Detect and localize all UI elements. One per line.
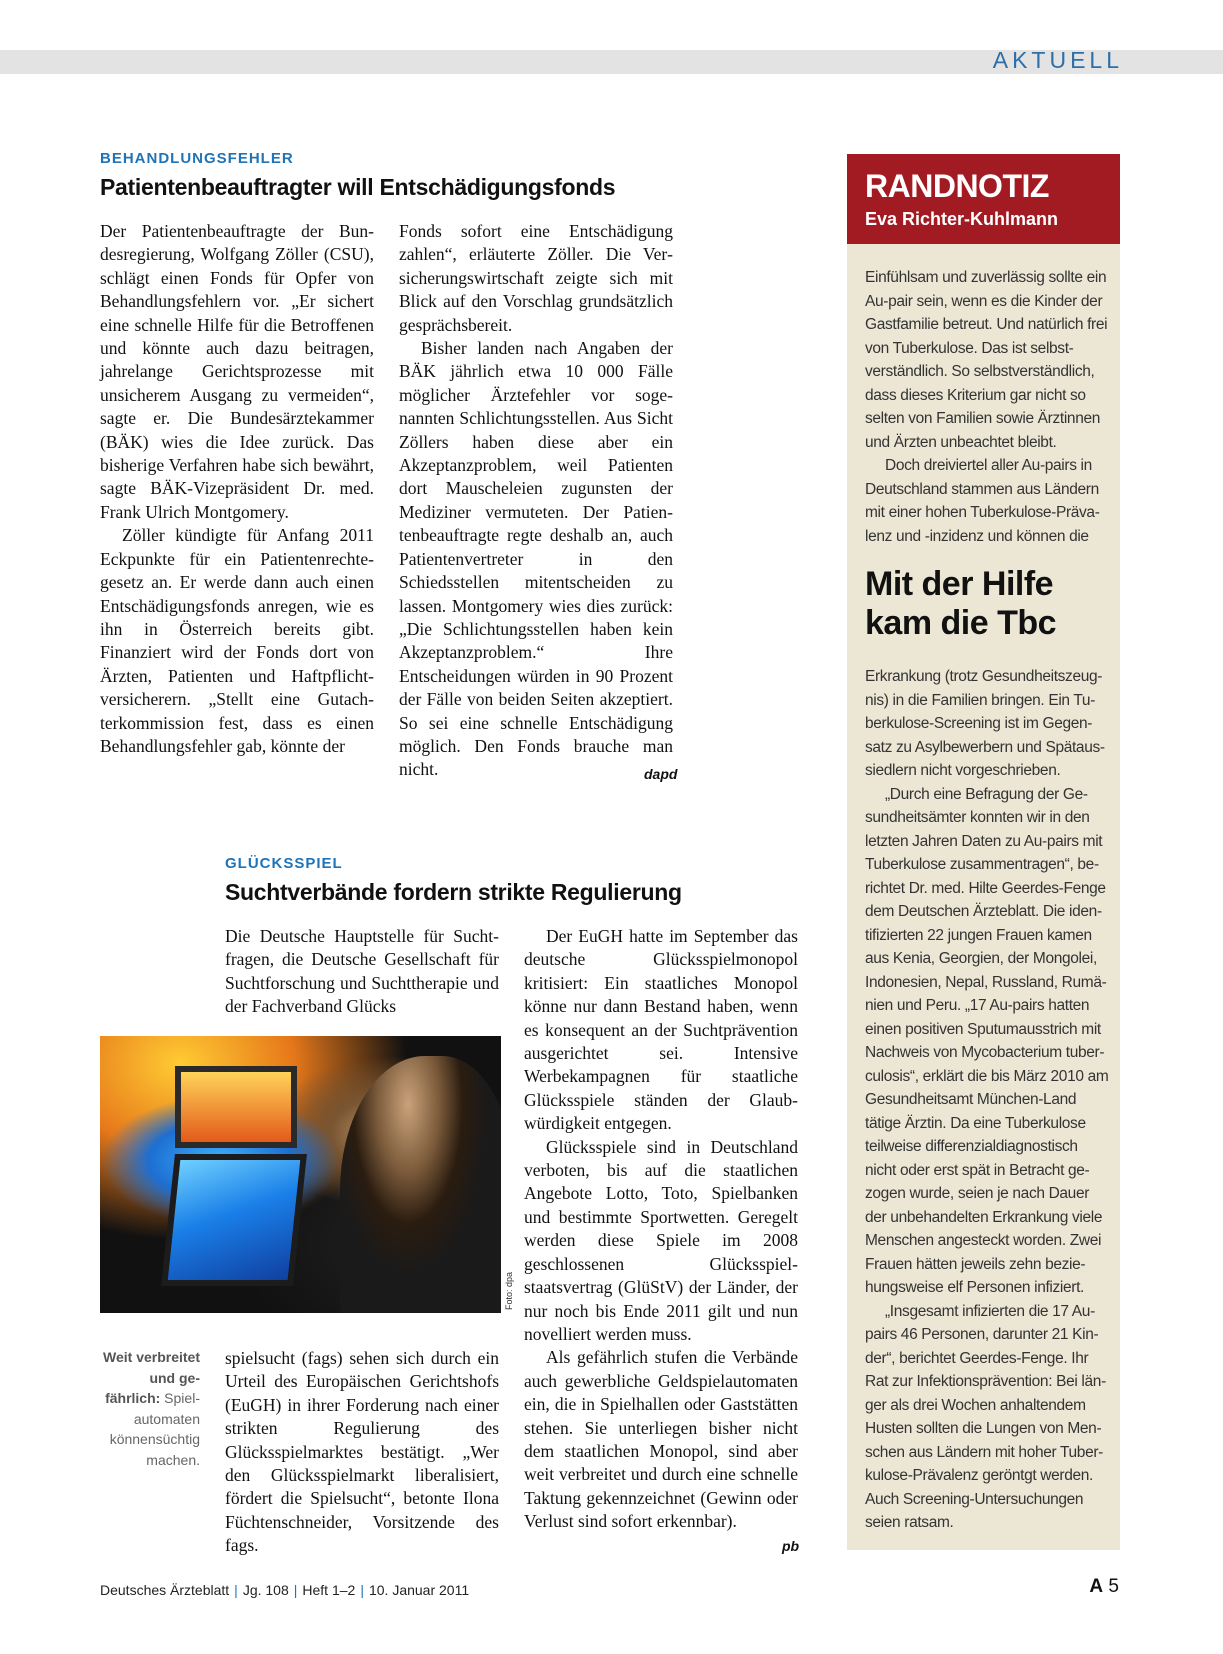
paragraph: Der EuGH hatte im September das deutsche Glücksspielmonopol kritisiert: Ein staatliches Monopol könne nur dann Bestand haben, wenn es konsequent an der Suchtprävention ausgerichtet sei. Intensive Werbekampagnen für staatliche Glücksspiele ständen der Glaubwürdigkeit entgegen. xyxy=(524,926,798,1134)
photo-person xyxy=(340,1056,501,1313)
article1-kicker: BEHANDLUNGSFEHLER xyxy=(100,150,294,167)
caption-text: Spielautomaten könnensüchtig machen. xyxy=(109,1390,200,1468)
article1-column-1 xyxy=(100,220,374,758)
section-label: AKTUELL xyxy=(992,47,1123,73)
paragraph: Der Patientenbeauftragte der Bundesregierung, Wolfgang Zöller (CSU), schlägt einen Fonds für Opfer von Behandlungsfehlern vor. „Er sichert eine schnelle Hilfe für die Betroffenen und könnte auch dazu beitragen, jahrelange Gerichtsprozesse mit unsicherem Ausgang zu vermeiden“, sagte er. Die Bundesärztekammer (BÄK) wies die Idee zurück. Das bisherige Verfahren habe sich bewährt, sagte BÄK-Vizepräsident Dr. med. Frank Ulrich Montgomery. xyxy=(100,221,374,522)
paragraph: Erkrankung (trotz Gesundheitszeugnis) in die Familien bringen. Ein Tuberkulose-Screening ist im Gegensatz zu Asylbewerbern und Spätaussiedlern nicht vorgeschrieben. xyxy=(865,668,1106,779)
article1-signature: dapd xyxy=(644,766,678,782)
footer-date: 10. Januar 2011 xyxy=(368,1582,470,1598)
page-prefix: A xyxy=(1089,1576,1104,1597)
page-number xyxy=(1089,1576,1119,1598)
photo-screen xyxy=(161,1154,307,1286)
slot-machine-photo xyxy=(100,1036,501,1313)
footer-volume: Jg. 108 xyxy=(242,1582,289,1598)
paragraph: Bisher landen nach Angaben der BÄK jährlich etwa 10 000 Fälle möglicher Ärztefehler vor sogenannten Schlichtungsstellen. Aus Sicht Zöllers haben diese aber ein Akzeptanzproblem, weil Patienten dort Mauscheleien zugunsten der Mediziner vermuteten. Der Patientenbeauftragte regte deshalb an, auch Patientenvertreter in den Schiedsstellen mitentscheiden zu lassen. Montgomery wies dies zurück: „Die Schlichtungsstellen haben kein Akzeptanzproblem.“ Ihre Entscheidungen würden in 90 Prozent der Fälle von beiden Seiten akzeptiert. So sei eine schnelle Entschädigung möglich. Den Fonds brauche man nicht. xyxy=(399,338,673,780)
paragraph: Glücksspiele sind in Deutschland verboten, bis auf die staatlichen Angebote Lotto, Toto, Spielbanken und bestimmte Sportwetten. Geregelt werden diese Spiele im 2008 geschlossenen Glücksspielstaatsvertrag (GlüStV) der Länder, der nur noch bis Ende 2011 gilt und nun novelliert werden muss. xyxy=(524,1136,798,1344)
footer-journal: Deutsches Ärzteblatt xyxy=(100,1582,230,1598)
paragraph: Als gefährlich stufen die Verbände auch gewerbliche Geldspielautomaten ein, die in Spielhallen oder Gaststätten stehen. Sie unterliegen bisher nicht dem staatlichen Monopol, sind aber weit verbreitet und durch eine schnelle Taktung gekennzeichnet (Gewinn oder Verlust sind sofort erkennbar). xyxy=(524,1347,798,1532)
article2-signature: pb xyxy=(782,1538,800,1554)
photo-credit: Foto: dpa xyxy=(504,1271,514,1310)
sidebar-headline: Mit der Hilfe kam die Tbc xyxy=(865,565,1057,642)
article2-column-1-top xyxy=(225,925,499,1019)
paragraph: Doch dreiviertel aller Au-pairs in Deutschland stammen aus Ländern mit einer hohen Tuberkulose-Prävalenz und -inzidenz und können die xyxy=(865,457,1100,545)
article2-kicker: GLÜCKSSPIEL xyxy=(225,855,343,872)
paragraph: Einfühlsam und zuverlässig sollte ein Au-pair sein, wenn es die Kinder der Gastfamilie betreut. Und natürlich frei von Tuberkulose. Das ist selbstverständlich. So selbstverständlich, dass dieses Kriterium gar nicht so selten von Familien sowie Ärztinnen und Ärzten unbeachtet bleibt. xyxy=(865,269,1108,451)
photo-caption xyxy=(100,1347,200,1470)
paragraph: Die Deutsche Hauptstelle für Suchtfragen, die Deutsche Gesellschaft für Suchtforschung und Suchttherapie und der Fachverband Glücks xyxy=(225,926,499,1017)
paragraph: spielsucht (fags) sehen sich durch ein Urteil des Europäischen Gerichtshofs (EuGH) in ihrer Forderung nach einer strikten Regulierung des Glücksspielmarktes bestätigt. „Wer den Glücksspielmarkt liberalisiert, fördert die Spielsucht“, betonte Ilona Füchtenschneider, Vorsitzende des fags. xyxy=(225,1348,499,1556)
article1-column-2 xyxy=(399,220,673,782)
paragraph: Zöller kündigte für Anfang 2011 Eckpunkte für ein Patientenrechtegesetz an. Er werde dann auch einen Entschädigungsfonds anregen, wie es ihn in Österreich bereits gibt. Finanziert wird der Fonds dort von Ärzten, Patienten und Haftpflichtversicherern. „Stellt eine Gutachterkommission fest, dass es einen Behandlungsfehler gab, könnte der xyxy=(100,525,374,756)
article2-column-1-bottom xyxy=(225,1347,499,1558)
sidebar-text-bottom xyxy=(865,665,1111,1535)
page-number-value: 5 xyxy=(1108,1576,1119,1597)
caption-bold: Weit verbreitet und gefährlich: xyxy=(103,1349,200,1406)
paragraph: „Durch eine Befragung der Gesundheitsämter konnten wir in den letzten Jahren Daten zu Au-pairs mit Tuberkulose zusammentragen“, berichtet Dr. med. Hilte Geerdes-Fenge dem Deutschen Ärzteblatt. Die identifizierten 22 jungen Frauen kamen aus Kenia, Georgien, der Mongolei, Indonesien, Nepal, Russland, Rumänien und Peru. „17 Au-pairs hatten einen positiven Sputumausstrich mit Nachweis von Mycobacterium tuberculosis“, erklärt die bis März 2010 am Gesundheitsamt München-Land tätige Ärztin. Da eine Tuberkulose teilweise differenzialdiagnostisch nicht oder erst spät in Betracht gezogen wurde, seien je nach Dauer der unbehandelten Erkrankung viele Menschen angesteckt worden. Zwei Frauen hätten jeweils zehn beziehungsweise elf Personen infiziert. xyxy=(865,785,1109,1296)
footer-citation: Deutsches Ärzteblatt | Jg. 108 | Heft 1–2 | 10. Januar 2011 xyxy=(100,1582,470,1598)
article1-headline: Patientenbeauftragter will Entschädigungsfonds xyxy=(100,174,616,200)
sidebar-text-top xyxy=(865,266,1111,548)
footer-issue: Heft 1–2 xyxy=(302,1582,356,1598)
article2-headline: Suchtverbände fordern strikte Regulierung xyxy=(225,879,682,905)
paragraph: „Insgesamt infizierten die 17 Aupairs 46 Personen, darunter 21 Kinder“, berichtet Geerdes-Fenge. Ihr Rat zur Infektionsprävention: Bei länger als drei Wochen anhaltendem Husten sollten die Lungen von Menschen aus Ländern mit hoher Tuberkulose-Prävalenz geröntgt werden. Auch Screening-Untersuchungen seien ratsam. xyxy=(865,1302,1107,1531)
sidebar-author: Eva Richter-Kuhlmann xyxy=(865,209,1059,229)
paragraph: Fonds sofort eine Entschädigung zahlen“, erläuterte Zöller. Die Versicherungswirtschaft zeigte sich mit Blick auf den Vorschlag grundsätzlich gesprächsbereit. xyxy=(399,221,673,335)
photo-top-screen xyxy=(175,1066,297,1148)
sidebar-title: RANDNOTIZ xyxy=(865,168,1049,204)
article2-column-2 xyxy=(524,925,798,1534)
